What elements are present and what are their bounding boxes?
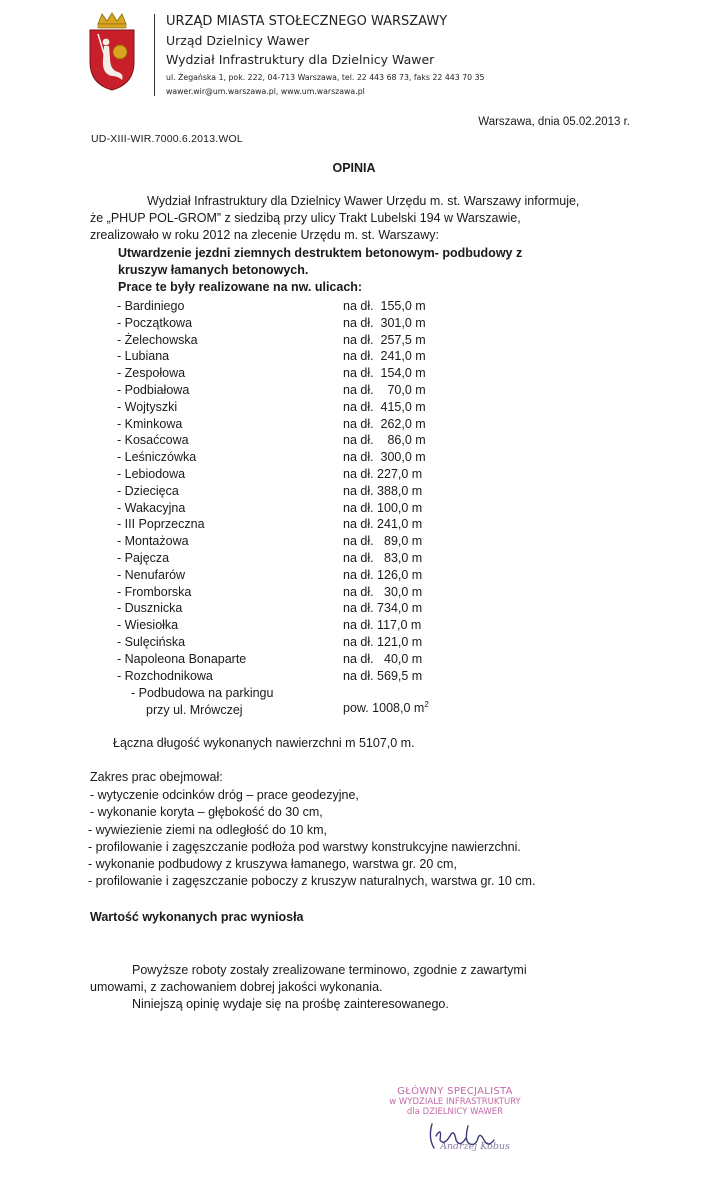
street-name: - Wojtyszki (117, 399, 178, 414)
street-name: - Bardiniego (117, 299, 185, 313)
street-name: - Sulęcińska (117, 634, 186, 649)
letterhead-department: Wydział Infrastruktury dla Dzielnicy Wawer (166, 52, 435, 67)
streets-list (117, 298, 517, 684)
street-name: - Napoleona Bonaparte (117, 651, 247, 666)
street-length: na dł. 40,0 m (343, 651, 423, 666)
street-row (117, 432, 517, 449)
street-length: na dł. 86,0 m (343, 433, 426, 448)
street-name: - Dziecięca (117, 483, 179, 498)
letterhead-divider (154, 14, 155, 96)
streets-heading: Prace te były realizowane na nw. ulicach: (118, 280, 363, 294)
street-length: na dł. 241,0 m (343, 517, 423, 532)
document-title: OPINIA (332, 161, 376, 175)
street-name: - Początkowa (117, 315, 193, 330)
closing-line: Powyższe roboty zostały zrealizowane terminowo, zgodnie z zawartymi (132, 963, 527, 977)
value-heading: Wartość wykonanych prac wyniosła (90, 910, 304, 924)
letterhead-district: Urząd Dzielnicy Wawer (166, 33, 310, 48)
stamp-line: GŁÓWNY SPECJALISTA (397, 1086, 513, 1097)
street-row (117, 533, 517, 550)
parking-area (343, 700, 429, 715)
scope-item: - wywiezienie ziemi na odległość do 10 km, (88, 822, 327, 837)
letterhead-office: URZĄD MIASTA STOŁECZNEGO WARSZAWY (166, 14, 448, 29)
street-name: - Montażowa (117, 534, 189, 549)
street-name: - Podbiałowa (117, 382, 190, 397)
street-length: na dł. 100,0 m (343, 500, 423, 515)
street-length: na dł. 241,0 m (343, 349, 426, 364)
closing-line: umowami, z zachowaniem dobrej jakości wykonania. (90, 980, 383, 994)
street-length: na dł. 154,0 m (343, 366, 426, 381)
work-title-line: Utwardzenie jezdni ziemnych destruktem betonowym- podbudowy z (118, 246, 523, 260)
street-name: - Pajęcza (117, 550, 170, 565)
street-name: - Dusznicka (117, 601, 183, 616)
handwritten-signature (420, 1118, 500, 1156)
parking-line: przy ul. Mrówczej (146, 703, 243, 717)
street-length: na dł. 117,0 m (343, 618, 422, 633)
street-row (117, 365, 517, 382)
street-length: na dł. 569,5 m (343, 668, 423, 683)
street-row (117, 634, 517, 651)
street-name: - Fromborska (117, 584, 192, 599)
street-length: na dł. 301,0 m (343, 315, 426, 330)
street-name: - Nenufarów (117, 567, 186, 582)
scope-list (88, 787, 535, 891)
street-length: na dł. 121,0 m (343, 634, 423, 649)
street-name: - Wakacyjna (117, 500, 186, 515)
street-name: - Lebiodowa (117, 466, 186, 481)
street-row (117, 668, 517, 685)
letterhead-address: ul. Żegańska 1, pok. 222, 04-713 Warszawa, tel. 22 443 68 73, faks 22 443 70 35 (166, 73, 485, 82)
street-length: na dł. 227,0 m (343, 466, 423, 481)
street-length: na dł. 262,0 m (343, 416, 426, 431)
scope-item: - wytyczenie odcinków dróg – prace geodezyjne, (90, 788, 359, 802)
street-row (117, 567, 517, 584)
stamp-line: dla DZIELNICY WAWER (406, 1107, 504, 1117)
street-name: - Zespołowa (117, 366, 186, 381)
street-row (117, 466, 517, 483)
warsaw-coat-of-arms-icon (84, 12, 140, 92)
work-description (118, 245, 648, 296)
intro-paragraph (90, 193, 645, 244)
intro-line: Wydział Infrastruktury dla Dzielnicy Wawer Urzędu m. st. Warszawy informuje, (147, 194, 580, 208)
street-row (117, 483, 517, 500)
scope-item: - profilowanie i zagęszczanie podłoża pod warstwy konstrukcyjne nawierzchni. (88, 839, 521, 854)
street-length: na dł. 300,0 m (343, 450, 426, 465)
stamp-name: Andrzej Kobus (440, 1141, 510, 1152)
scope-heading: Zakres prac obejmował: (90, 770, 223, 784)
street-name: - III Poprzeczna (117, 517, 205, 532)
work-title-line: kruszyw łamanych betonowych. (118, 263, 309, 277)
street-row (117, 651, 517, 668)
street-length: na dł. 734,0 m (343, 601, 423, 616)
street-length: na dł. 89,0 m (343, 534, 423, 549)
street-row (117, 416, 517, 433)
total-length: Łączna długość wykonanych nawierzchni m 5107,0 m. (113, 736, 415, 750)
street-row (117, 332, 517, 349)
reference-number: UD-XIII-WIR.7000.6.2013.WOL (91, 133, 243, 145)
scope-item: - wykonanie podbudowy z kruszywa łamanego, warstwa gr. 20 cm, (88, 857, 457, 872)
street-length: na dł. 126,0 m (343, 567, 423, 582)
street-name: - Kosaćcowa (117, 433, 189, 448)
scope-item: - wykonanie koryta – głębokość do 30 cm, (90, 805, 323, 820)
stamp-line: w WYDZIALE INFRASTRUKTURY (389, 1097, 521, 1107)
street-row (117, 600, 517, 617)
street-row (117, 516, 517, 533)
street-length: na dł. 30,0 m (343, 584, 423, 599)
intro-line: zrealizowało w roku 2012 na zlecenie Urzędu m. st. Warszawy: (90, 228, 439, 242)
street-name: - Rozchodnikowa (117, 668, 213, 683)
street-row (117, 348, 517, 365)
street-length: na dł. 415,0 m (343, 399, 426, 414)
parking-item (131, 685, 273, 719)
street-name: - Żelechowska (117, 332, 198, 347)
street-row (117, 298, 517, 315)
closing-line: Niniejszą opinię wydaje się na prośbę zainteresowanego. (132, 997, 449, 1011)
street-length: na dł. 257,5 m (343, 332, 426, 347)
document-date: Warszawa, dnia 05.02.2013 r. (478, 116, 630, 128)
street-row (117, 382, 517, 399)
street-row (117, 584, 517, 601)
street-row (117, 550, 517, 567)
letterhead-contacts: wawer.wir@um.warszawa.pl, www.um.warszawa.pl (166, 87, 365, 96)
street-length: na dł. 83,0 m (343, 550, 423, 565)
parking-area-exponent: 2 (424, 700, 429, 709)
street-row (117, 449, 517, 466)
street-row (117, 617, 517, 634)
scope-item: - profilowanie i zagęszczanie poboczy z kruszyw naturalnych, warstwa gr. 10 cm. (88, 874, 536, 889)
street-name: - Leśniczówka (117, 450, 197, 465)
street-length: na dł. 70,0 m (343, 382, 426, 397)
closing-paragraph (90, 962, 650, 1013)
intro-line: że „PHUP POL-GROM” z siedzibą przy ulicy Trakt Lubelski 194 w Warszawie, (90, 211, 521, 225)
street-length: na dł. 155,0 m (343, 299, 426, 313)
parking-area-value: pow. 1008,0 m (343, 701, 425, 716)
street-row (117, 399, 517, 416)
street-row (117, 315, 517, 332)
street-name: - Lubiana (117, 349, 170, 364)
street-length: na dł. 388,0 m (343, 483, 423, 498)
parking-line: - Podbudowa na parkingu (131, 686, 274, 700)
street-name: - Kminkowa (117, 416, 183, 431)
street-name: - Wiesiołka (117, 618, 179, 633)
street-row (117, 500, 517, 517)
